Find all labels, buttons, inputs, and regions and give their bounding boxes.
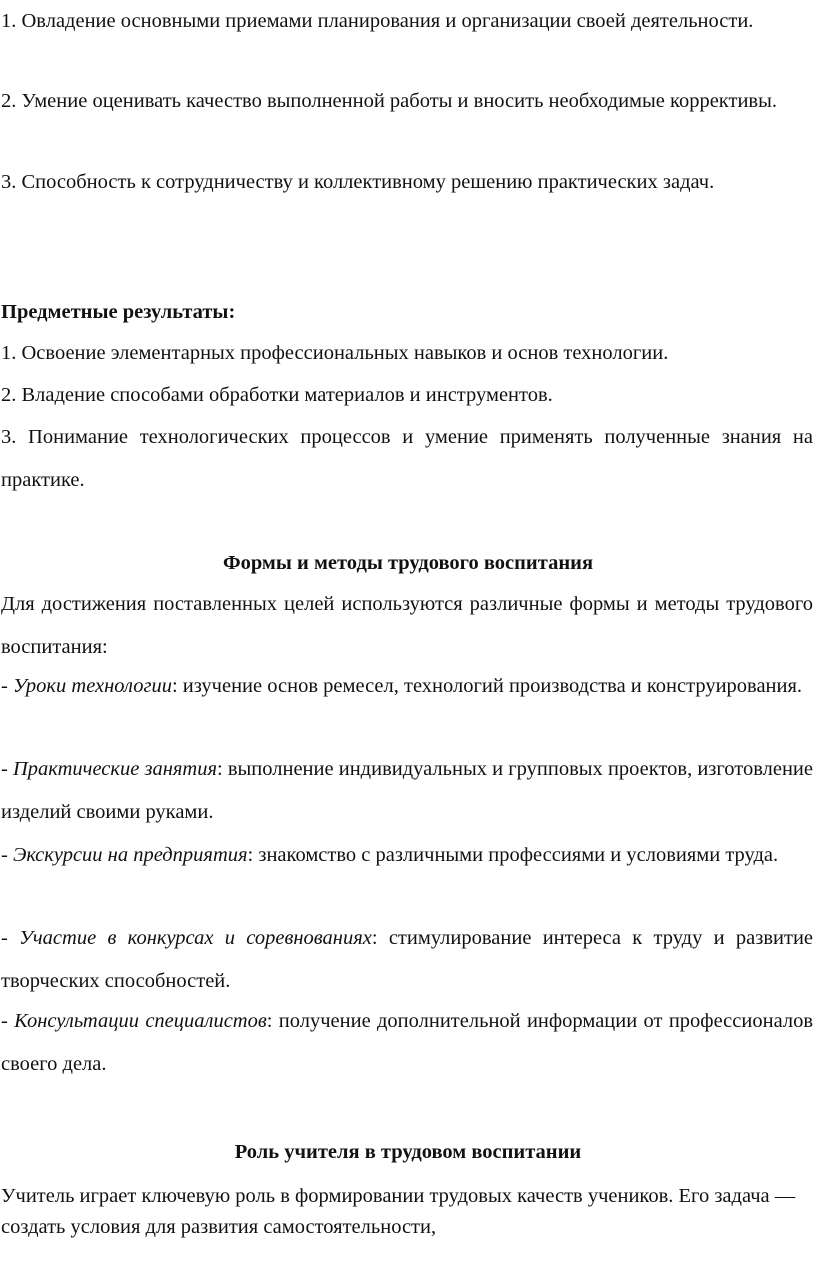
form-item-desc: : выполнение индивидуальных и групповых проектов, изготовление изделий своими руками.: [1, 758, 814, 823]
teacher-role-text: Учитель играет ключевую роль в формировании трудовых качеств учеников. Его задача — создать условия для развития самостоятельности,: [1, 1185, 796, 1238]
form-item-dash: -: [1, 1010, 15, 1032]
form-item-term: Уроки технологии: [12, 675, 172, 697]
subject-result-1: 1. Освоение элементарных профессиональных навыков и основ технологии.: [1, 342, 669, 364]
forms-intro: Для достижения поставленных целей используются различные формы и методы трудового воспитания:: [1, 593, 813, 658]
form-item-desc: : стимулирование интереса к труду и развитие творческих способностей.: [1, 927, 814, 992]
form-item-consultations: [1, 1000, 813, 1086]
form-item-contests: [1, 917, 813, 1003]
meta-result-1: 1. Овладение основными приемами планирования и организации своей деятельности.: [1, 10, 754, 32]
meta-result-2: 2. Умение оценивать качество выполненной работы и вносить необходимые коррективы.: [1, 90, 777, 112]
form-item-dash: -: [1, 927, 20, 949]
subject-result-3: 3. Понимание технологических процессов и умение применять полученные знания на практике.: [1, 426, 813, 491]
teacher-role-heading: Роль учителя в трудовом воспитании: [234, 1141, 582, 1163]
form-item-term: Участие в конкурсах и соревнованиях: [19, 927, 372, 949]
form-item-desc: : изучение основ ремесел, технологий производства и конструирования.: [171, 675, 803, 697]
form-item-term: Консультации специалистов: [14, 1010, 267, 1032]
subject-result-2: 2. Владение способами обработки материалов и инструментов.: [1, 384, 553, 406]
form-item-dash: -: [1, 758, 13, 780]
form-item-practice: [1, 748, 813, 834]
form-item-lessons: [1, 665, 813, 708]
forms-methods-heading: Формы и методы трудового воспитания: [222, 552, 594, 574]
form-item-desc: : знакомство с различными профессиями и условиями труда.: [247, 844, 779, 866]
form-item-dash: -: [1, 675, 13, 697]
form-item-dash: -: [1, 844, 13, 866]
meta-result-3: 3. Способность к сотрудничеству и коллективному решению практических задач.: [1, 171, 715, 193]
form-item-term: Экскурсии на предприятия: [12, 844, 248, 866]
form-item-desc: : получение дополнительной информации от профессионалов своего дела.: [1, 1010, 814, 1075]
subject-results-heading: Предметные результаты:: [1, 301, 236, 323]
form-item-excursions: [1, 834, 813, 877]
form-item-term: Практические занятия: [12, 758, 217, 780]
